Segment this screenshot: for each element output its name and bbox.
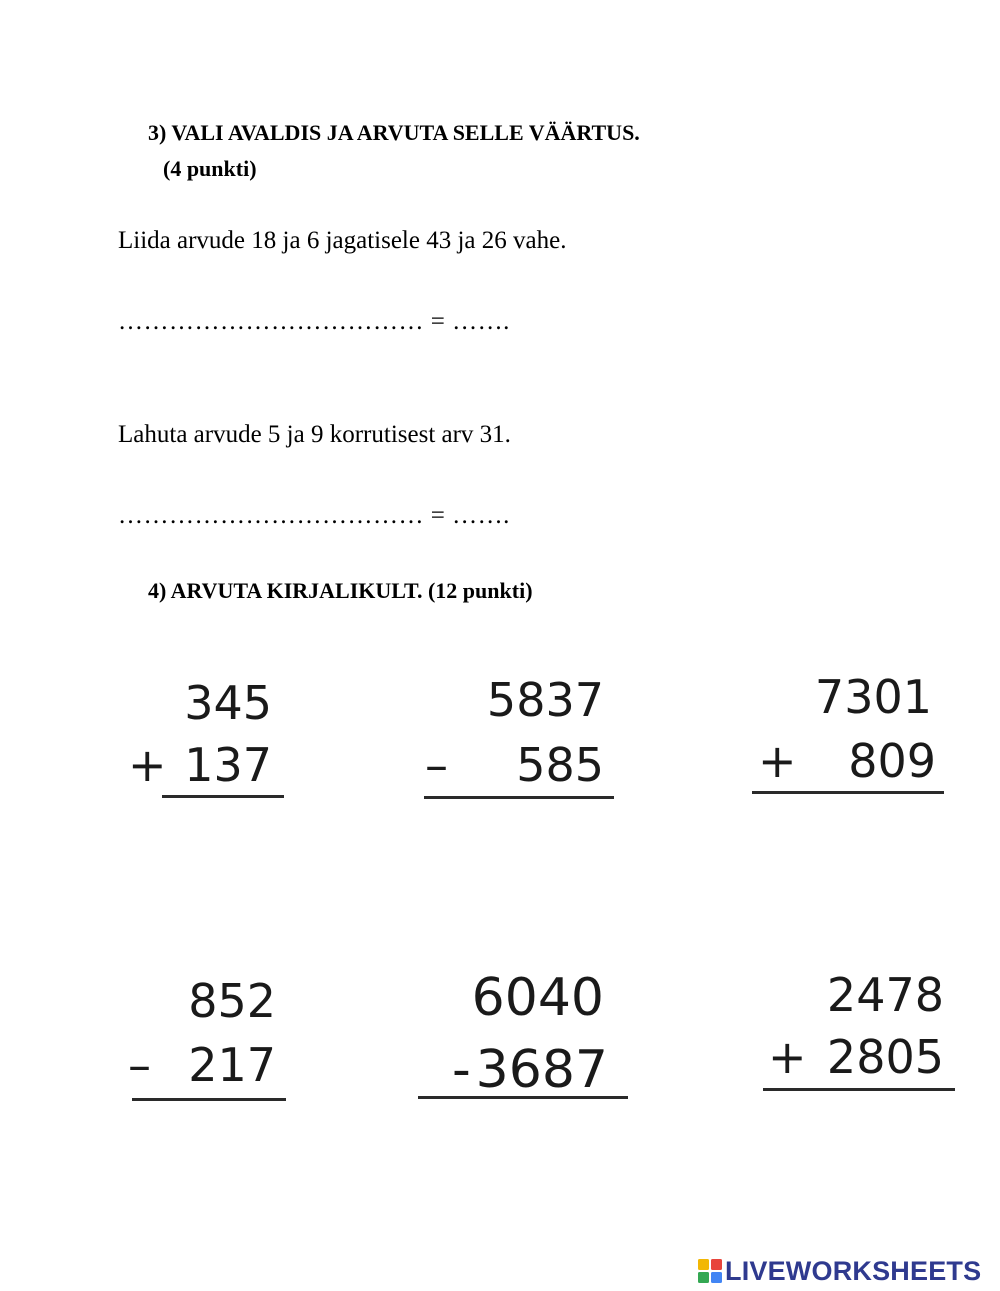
problem-3-answer-area[interactable] xyxy=(752,798,944,858)
problem-5-top: 6040 xyxy=(471,968,604,1028)
task4-title: 4) ARVUTA KIRJALIKULT. (12 punkti) xyxy=(148,578,533,603)
problem-4-bottom: 217 xyxy=(188,1038,276,1092)
problem-1-operator: + xyxy=(128,738,167,792)
problem-2-bottom: 585 xyxy=(516,738,604,792)
task3-prompt-1: Liida arvude 18 ja 6 jagatisele 43 ja 26 vahe. xyxy=(118,227,567,254)
problem-5-underline xyxy=(418,1096,628,1099)
problem-4-answer-area[interactable] xyxy=(132,1105,286,1165)
problem-3-bottom: 809 xyxy=(848,734,936,788)
task3-answer-line-1[interactable]: ……………………………… = ……. xyxy=(118,308,510,335)
task3-answer-line-2[interactable]: ……………………………… = ……. xyxy=(118,502,510,529)
problem-4-underline xyxy=(132,1098,286,1101)
problem-1-bottom: 137 xyxy=(184,738,272,792)
problem-5-operator: - xyxy=(452,1040,471,1100)
problem-2-top: 5837 xyxy=(486,673,604,727)
problem-5-answer-area[interactable] xyxy=(418,1103,628,1163)
problem-3-top: 7301 xyxy=(814,670,932,724)
liveworksheets-logo xyxy=(698,1256,981,1286)
problem-2-answer-area[interactable] xyxy=(424,803,614,863)
task3-title: 3) VALI AVALDIS JA ARVUTA SELLE VÄÄRTUS. xyxy=(148,120,640,145)
task3-prompt-2: Lahuta arvude 5 ja 9 korrutisest arv 31. xyxy=(118,421,511,448)
problem-3-operator: + xyxy=(758,734,797,788)
liveworksheets-logo-icon xyxy=(698,1259,722,1283)
problem-1-answer-area[interactable] xyxy=(162,802,284,862)
problem-5-bottom: 3687 xyxy=(475,1040,608,1100)
problem-3-underline xyxy=(752,791,944,794)
problem-6-bottom: 2805 xyxy=(826,1030,944,1084)
problem-6-answer-area[interactable] xyxy=(763,1095,955,1155)
liveworksheets-logo-text: LIVEWORKSHEETS xyxy=(725,1255,982,1286)
problem-4-top: 852 xyxy=(188,974,276,1028)
problem-1-underline xyxy=(162,795,284,798)
problem-1-top: 345 xyxy=(184,676,272,730)
problem-6-underline xyxy=(763,1088,955,1091)
task3-points: (4 punkti) xyxy=(163,156,257,181)
problem-6-operator: + xyxy=(768,1030,807,1084)
problem-2-operator: – xyxy=(425,738,448,792)
problem-6-top: 2478 xyxy=(826,968,944,1022)
problem-2-underline xyxy=(424,796,614,799)
problem-4-operator: – xyxy=(128,1038,151,1092)
